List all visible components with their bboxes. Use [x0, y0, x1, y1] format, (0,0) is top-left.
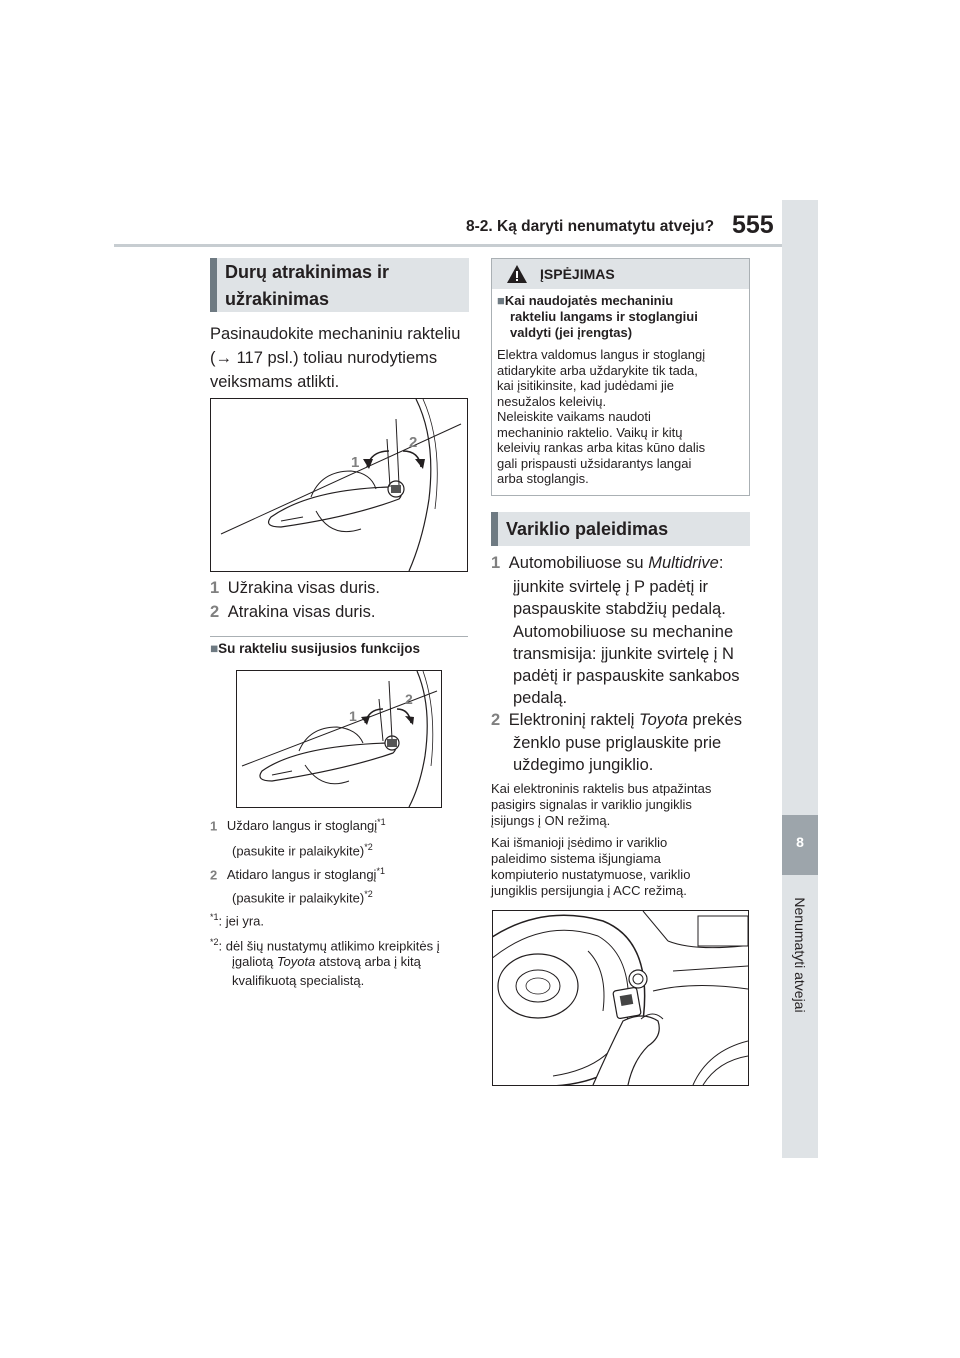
engine-step-2 — [491, 709, 742, 731]
note-line: kompiuterio nustatymuose, variklio — [491, 867, 691, 882]
footnote-text: įgaliotą — [232, 954, 277, 969]
footnote-ref: *2 — [364, 842, 373, 852]
step-text: Atidaro langus ir stoglangį — [226, 867, 377, 883]
warning-line: keleivių rankas arba kitas kūno dalis — [497, 440, 706, 455]
door-handle-figure — [210, 398, 468, 572]
step-line: transmisija: įjunkite svirtelę į N — [513, 644, 734, 663]
step-note: (pasukite ir palaikykite) — [232, 890, 365, 906]
step-number: 2 — [491, 711, 501, 729]
step-line: padėtį ir paspauskite sankabos — [513, 667, 740, 686]
step-text: Automobiliuose su — [508, 554, 649, 572]
step-text: : — [718, 554, 724, 572]
step-number: 1 — [491, 554, 501, 572]
footnote-2-cont — [232, 972, 364, 989]
step-text: Elektroninį raktelį — [508, 711, 640, 729]
warning-line: gali prispausti užsidarantys langai — [497, 455, 692, 471]
step-1 — [210, 576, 380, 600]
header-rule — [114, 244, 782, 247]
heading-line-1: Durų atrakinimas ir — [225, 262, 390, 282]
step-number: 1 — [210, 579, 220, 597]
chapter-title: Nenumatyti atvejai — [792, 897, 808, 1013]
engine-step-1 — [491, 552, 723, 574]
engine-step-1-cont — [513, 576, 740, 710]
heading-text: Variklio paleidimas — [506, 519, 669, 539]
subsection-heading — [210, 641, 420, 656]
function-step-2 — [210, 863, 385, 883]
footnote-2-cont — [232, 953, 421, 970]
square-bullet-icon: ■ — [210, 641, 219, 656]
footnote-mark: *1 — [210, 912, 219, 922]
step-line: pedalą. — [513, 689, 568, 708]
figure-label-1: 1 — [349, 708, 357, 724]
key-functions-illustration — [237, 671, 441, 807]
function-step-2-paren — [232, 886, 373, 906]
chapter-number: 8 — [796, 834, 804, 850]
section-heading-engine-start — [491, 512, 750, 546]
function-step-1-paren — [232, 839, 373, 859]
heading-line-2: užrakinimas — [225, 289, 330, 309]
note-line: paleidimo sistema išjungiama — [491, 851, 661, 866]
step-note: (pasukite ir palaikykite) — [232, 843, 365, 859]
engine-note-a — [491, 781, 711, 829]
step-2 — [210, 600, 375, 624]
engine-step-2-cont — [513, 732, 721, 777]
brand-name: Toyota — [639, 711, 688, 729]
intro-paragraph — [210, 322, 460, 394]
engine-start-figure — [492, 910, 749, 1086]
warning-subheading-line: rakteliu langams ir stoglangiui — [510, 309, 698, 324]
footnote-2 — [210, 934, 440, 954]
brand-name: Toyota — [276, 954, 316, 969]
warning-subheading — [497, 293, 698, 341]
warning-line: Neleiskite vaikams naudoti — [497, 409, 651, 424]
step-number: 2 — [210, 603, 220, 621]
step-line: įjunkite svirtelę į P padėtį ir — [513, 578, 709, 596]
page-number: 555 — [732, 211, 774, 239]
footnote-text: : dėl šių nustatymų atlikimo kreipkitės į — [218, 938, 440, 954]
step-text: Atrakina visas duris. — [227, 603, 376, 621]
step-number: 2 — [210, 867, 218, 883]
running-header: 8-2. Ką daryti nenumatytu atveju? — [466, 218, 715, 235]
footnote-ref: *1 — [377, 817, 386, 827]
figure-label-1: 1 — [351, 454, 360, 471]
warning-line: arba stoglangis. — [497, 471, 589, 486]
note-line: Kai elektroninis raktelis bus atpažintas — [491, 781, 712, 796]
footnote-1 — [210, 909, 264, 929]
step-text: prekės — [687, 711, 743, 729]
note-line: jungiklis persijungia į ACC režimą. — [491, 883, 687, 898]
door-handle-illustration — [211, 399, 467, 571]
intro-line: Pasinaudokite mechaniniu rakteliu — [210, 325, 461, 343]
warning-line: mechaninio raktelio. Vaikų ir kitų — [497, 424, 683, 440]
figure-label-2: 2 — [409, 434, 418, 451]
square-bullet-icon: ■ — [497, 293, 505, 308]
warning-box — [491, 258, 750, 496]
warning-line: atidarykite arba uždarykite tik tada, — [497, 362, 698, 378]
warning-triangle-icon — [507, 265, 527, 283]
warning-line: Elektra valdomus langus ir stoglangį — [497, 347, 706, 362]
footnote-text: : jei yra. — [218, 913, 265, 929]
warning-header — [492, 259, 749, 289]
warning-line: nesužalos keleivių. — [497, 393, 607, 409]
warning-subheading-line: Kai naudojatės mechaniniu — [504, 293, 674, 308]
footnote-text: kvalifikuotą specialistą. — [232, 973, 365, 988]
note-line: Kai išmanioji įsėdimo ir variklio — [491, 835, 668, 850]
intro-line: (→ 117 psl.) toliau nurodytiems — [210, 349, 438, 367]
step-line: ženklo puse priglauskite prie — [513, 734, 722, 752]
engine-note-b — [491, 835, 690, 899]
subsection-heading-text: Su rakteliu susijusios funkcijos — [218, 641, 420, 656]
intro-line: veiksmams atlikti. — [210, 373, 340, 391]
subsection-rule — [210, 636, 468, 637]
footnote-text: atstovą arba į kitą — [315, 954, 421, 969]
transmission-name: Multidrive — [648, 554, 719, 572]
footnote-ref: *1 — [376, 866, 385, 876]
warning-title: ĮSPĖJIMAS — [540, 266, 615, 282]
step-text: Uždaro langus ir stoglangį — [226, 818, 378, 834]
warning-line: kai įsitikinsite, kad judėdami jie — [497, 378, 675, 393]
note-line: įsijungs į ON režimą. — [491, 813, 611, 828]
function-step-1 — [210, 814, 386, 834]
key-functions-figure — [236, 670, 442, 808]
step-line: uždegimo jungiklio. — [513, 756, 654, 775]
warning-body — [497, 347, 705, 487]
steering-wheel-illustration — [493, 911, 748, 1085]
figure-label-2: 2 — [405, 691, 413, 707]
chapter-title-vertical — [782, 880, 818, 1030]
note-line: pasigirs signalas ir variklio jungiklis — [491, 797, 692, 812]
section-heading-door-locking — [210, 258, 469, 312]
footnote-mark: *2 — [210, 937, 219, 947]
step-number: 1 — [210, 818, 218, 834]
footnote-ref: *2 — [364, 889, 373, 899]
step-line: Automobiliuose su mechanine — [513, 622, 734, 641]
step-text: Užrakina visas duris. — [227, 579, 380, 597]
warning-subheading-line: valdyti (jei įrengtas) — [510, 325, 633, 340]
step-line: paspauskite stabdžių pedalą. — [513, 600, 726, 619]
